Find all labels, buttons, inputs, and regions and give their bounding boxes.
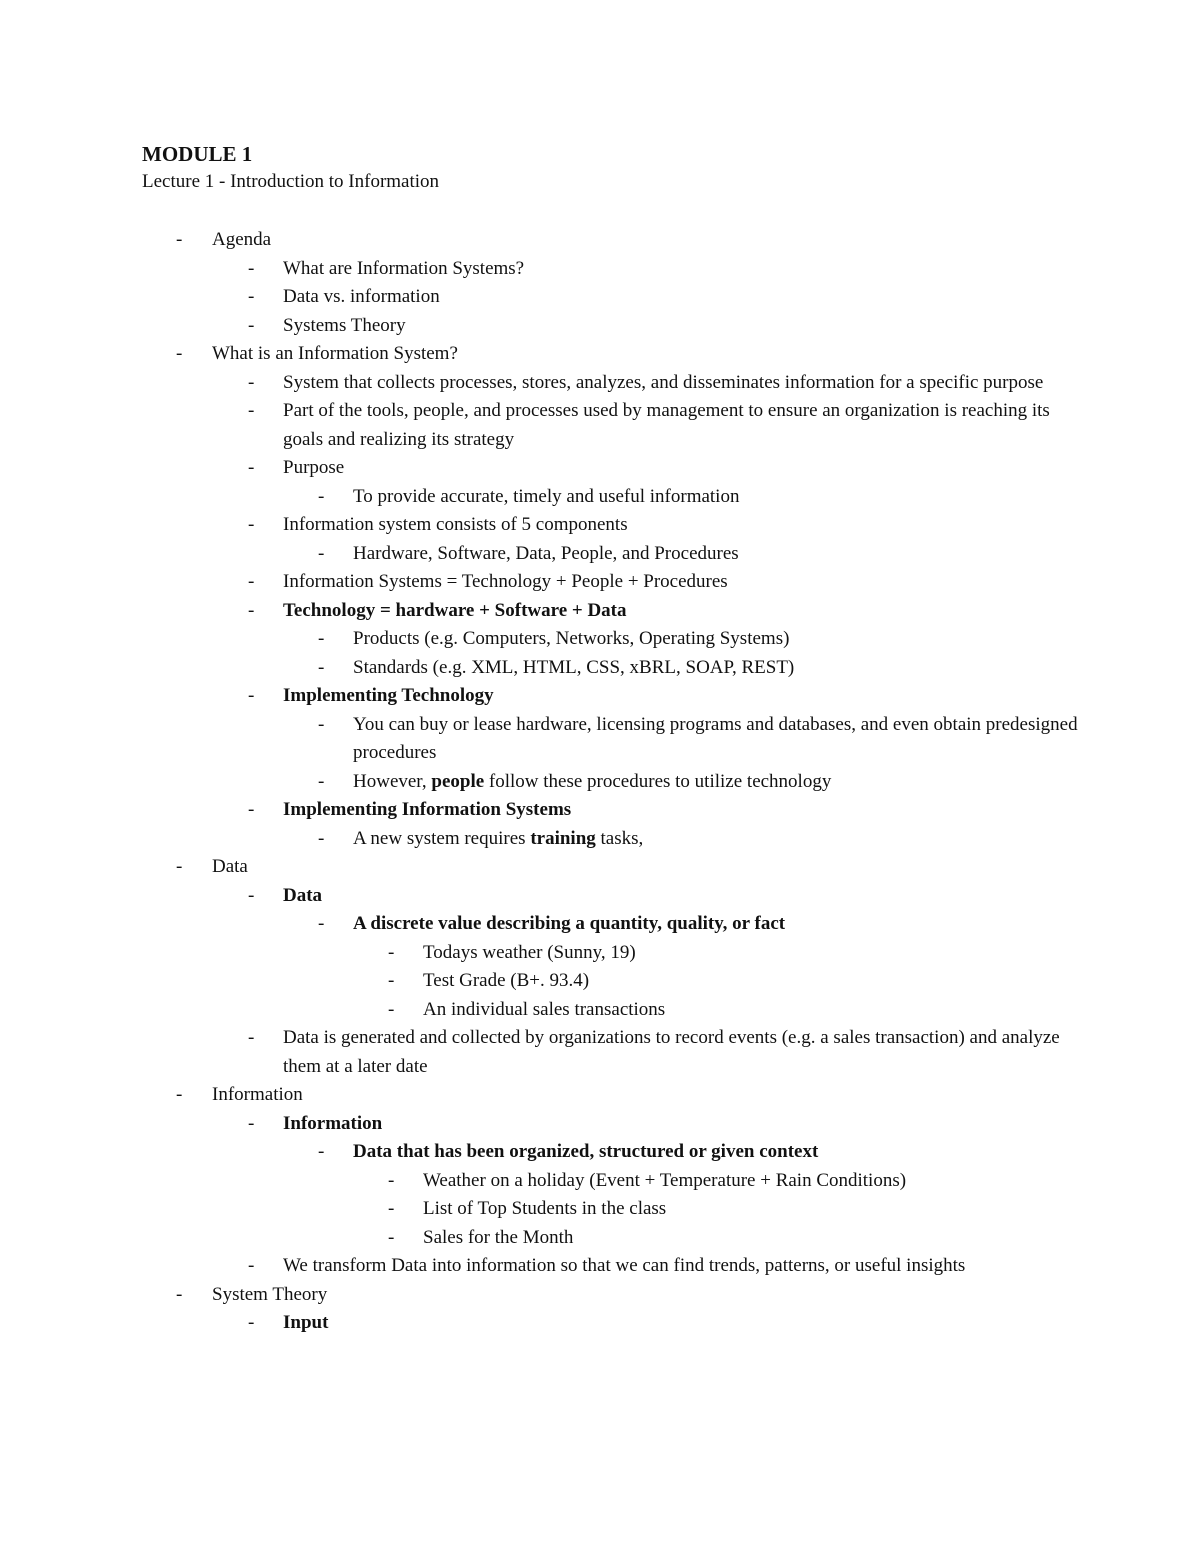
outline-item: [142, 283, 1082, 312]
text-segment: Test Grade (B+. 93.4): [423, 970, 590, 991]
outline-list: [142, 226, 1082, 1338]
outline-item: [142, 1309, 1082, 1338]
text-segment: System Theory: [212, 1283, 328, 1305]
outline-item: [142, 312, 1082, 341]
outline-item-text: [423, 999, 665, 1020]
outline-item-text: [283, 514, 628, 535]
bullet-dash: -: [176, 856, 183, 877]
bold-text-segment: people: [431, 770, 485, 792]
outline-item-text: [423, 970, 589, 991]
outline-item: [142, 654, 1082, 683]
outline-item: [142, 483, 1082, 512]
text-segment: You can buy or lease hardware, licensing programs and databases, and even obtain predesigned procedures: [353, 713, 1078, 763]
text-segment: Hardware, Software, Data, People, and Procedures: [353, 542, 739, 564]
text-segment: Standards (e.g. XML, HTML, CSS, xBRL, SOAP, REST): [353, 656, 795, 678]
outline-item: [142, 1252, 1082, 1281]
bullet-dash: -: [248, 1112, 255, 1134]
outline-item-text: [283, 286, 440, 307]
text-segment: Todays weather (Sunny, 19): [423, 941, 636, 963]
outline-item-text: [283, 885, 322, 906]
text-segment: Weather on a holiday (Event + Temperature + Rain Conditions): [423, 1169, 907, 1191]
outline-item-text: [423, 1170, 906, 1191]
bullet-dash: -: [318, 656, 325, 678]
text-segment: Part of the tools, people, and processes used by management to ensure an organization is reaching its goals and realizing its strategy: [283, 400, 1050, 450]
bullet-dash: -: [388, 970, 395, 991]
text-segment: What is an Information System?: [212, 343, 458, 364]
bold-text-segment: Implementing Technology: [283, 685, 494, 706]
outline-item: [142, 397, 1082, 454]
bullet-dash: -: [248, 257, 255, 279]
bullet-dash: -: [248, 371, 255, 393]
bullet-dash: -: [248, 799, 255, 820]
bullet-dash: -: [248, 400, 255, 421]
module-title: MODULE 1: [142, 142, 253, 166]
outline-item: [142, 1167, 1082, 1196]
outline-item: [142, 682, 1082, 711]
outline-item-text: [353, 1141, 818, 1162]
bullet-dash: -: [248, 314, 255, 336]
outline-item-text: [283, 1027, 1060, 1077]
bullet-dash: -: [318, 913, 325, 934]
outline-item-text: [283, 685, 494, 706]
bullet-dash: -: [248, 599, 255, 621]
bullet-dash: -: [388, 1169, 395, 1191]
bullet-dash: -: [248, 457, 255, 478]
bold-text-segment: Input: [283, 1312, 329, 1333]
text-segment: What are Information Systems?: [283, 257, 525, 279]
bold-text-segment: Implementing Information Systems: [283, 799, 572, 820]
outline-item-text: [283, 400, 1050, 450]
bullet-dash: -: [176, 343, 183, 364]
text-segment: Purpose: [283, 457, 345, 478]
outline-item-text: [353, 657, 794, 678]
outline-item-text: [212, 1084, 303, 1105]
bullet-dash: -: [318, 827, 325, 849]
bold-text-segment: A discrete value describing a quantity, quality, or fact: [353, 913, 786, 934]
outline-item-text: [283, 1255, 965, 1276]
outline-item: [142, 226, 1082, 255]
outline-item: [142, 1195, 1082, 1224]
text-segment: tasks,: [595, 827, 644, 849]
outline-item-text: [283, 315, 406, 336]
outline-item: [142, 939, 1082, 968]
outline-item: [142, 1224, 1082, 1253]
bullet-dash: -: [248, 884, 255, 906]
bullet-dash: -: [388, 1198, 395, 1219]
outline-item-text: [353, 828, 643, 849]
bullet-dash: -: [248, 571, 255, 592]
outline-item-text: [353, 771, 831, 792]
outline-item: [142, 967, 1082, 996]
bullet-dash: -: [318, 628, 325, 649]
bold-text-segment: Information: [283, 1112, 383, 1134]
outline-item-text: [212, 1284, 327, 1305]
outline-item-text: [353, 486, 739, 507]
outline-item: [142, 540, 1082, 569]
bullet-dash: -: [176, 1084, 183, 1105]
outline-item: [142, 768, 1082, 797]
outline-item-text: [353, 714, 1078, 764]
outline-item-text: [283, 600, 627, 621]
text-segment: Sales for the Month: [423, 1226, 574, 1248]
outline-item-text: [283, 571, 728, 592]
text-segment: Information system consists of 5 components: [283, 514, 628, 535]
text-segment: Data: [212, 856, 248, 877]
outline-item: [142, 882, 1082, 911]
outline-item-text: [353, 628, 789, 649]
bullet-dash: -: [176, 1283, 183, 1305]
text-segment: Products (e.g. Computers, Networks, Operating Systems): [353, 628, 790, 649]
text-segment: Information Systems = Technology + People + Procedures: [283, 571, 728, 592]
text-segment: System that collects processes, stores, analyzes, and disseminates information for a specific purpose: [283, 371, 1044, 393]
outline-item: [142, 825, 1082, 854]
bullet-dash: -: [318, 485, 325, 507]
outline-item-text: [423, 942, 636, 963]
text-segment: follow these procedures to utilize technology: [484, 770, 832, 792]
document-page: [142, 140, 1082, 1338]
bullet-dash: -: [318, 770, 325, 792]
text-segment: However,: [353, 770, 432, 792]
outline-item-text: [283, 457, 344, 478]
outline-item: [142, 369, 1082, 398]
outline-item-text: [212, 856, 248, 877]
text-segment: Data is generated and collected by organizations to record events (e.g. a sales transaction) and analyze them at a later date: [283, 1027, 1060, 1077]
bold-text-segment: Data that has been organized, structured or given context: [353, 1141, 819, 1162]
text-segment: Data vs. information: [283, 286, 440, 307]
outline-item: [142, 568, 1082, 597]
bullet-dash: -: [388, 1226, 395, 1248]
bullet-dash: -: [248, 514, 255, 535]
text-segment: A new system requires: [353, 827, 531, 849]
text-segment: An individual sales transactions: [423, 998, 666, 1020]
bold-text-segment: Technology = hardware + Software + Data: [283, 599, 627, 621]
outline-item: [142, 711, 1082, 768]
outline-item-text: [283, 258, 524, 279]
outline-item: [142, 625, 1082, 654]
bullet-dash: -: [176, 229, 183, 250]
outline-item: [142, 1138, 1082, 1167]
outline-item: [142, 511, 1082, 540]
bullet-dash: -: [318, 542, 325, 564]
outline-item-text: [212, 229, 271, 250]
outline-item: [142, 996, 1082, 1025]
outline-item-text: [283, 799, 571, 820]
bullet-dash: -: [318, 1141, 325, 1162]
outline-item-text: [212, 343, 458, 364]
bullet-dash: -: [248, 1255, 255, 1276]
outline-item-text: [283, 1312, 328, 1333]
outline-item: [142, 1024, 1082, 1081]
outline-item: [142, 1081, 1082, 1110]
outline-item: [142, 853, 1082, 882]
text-segment: We transform Data into information so that we can find trends, patterns, or useful insights: [283, 1255, 966, 1276]
outline-item: [142, 597, 1082, 626]
text-segment: To provide accurate, timely and useful information: [353, 485, 740, 507]
bullet-dash: -: [248, 286, 255, 307]
outline-item: [142, 454, 1082, 483]
outline-item: [142, 1110, 1082, 1139]
bullet-dash: -: [248, 1027, 255, 1048]
outline-item: [142, 1281, 1082, 1310]
outline-item-text: [353, 913, 785, 934]
outline-item-text: [283, 1113, 382, 1134]
text-segment: Agenda: [212, 229, 272, 250]
bullet-dash: -: [248, 1312, 255, 1333]
bullet-dash: -: [388, 941, 395, 963]
outline-item: [142, 910, 1082, 939]
text-segment: List of Top Students in the class: [423, 1198, 667, 1219]
bold-text-segment: training: [530, 827, 596, 849]
bullet-dash: -: [318, 713, 325, 735]
bullet-dash: -: [388, 998, 395, 1020]
outline-item-text: [423, 1227, 573, 1248]
outline-item: [142, 255, 1082, 284]
text-segment: Systems Theory: [283, 314, 406, 336]
text-segment: Information: [212, 1084, 303, 1105]
outline-item: [142, 340, 1082, 369]
outline-item: [142, 796, 1082, 825]
outline-item-text: [423, 1198, 666, 1219]
outline-item-text: [353, 543, 739, 564]
lecture-subtitle: Lecture 1 - Introduction to Information: [142, 171, 440, 192]
bullet-dash: -: [248, 685, 255, 706]
outline-item-text: [283, 372, 1043, 393]
bold-text-segment: Data: [283, 884, 323, 906]
